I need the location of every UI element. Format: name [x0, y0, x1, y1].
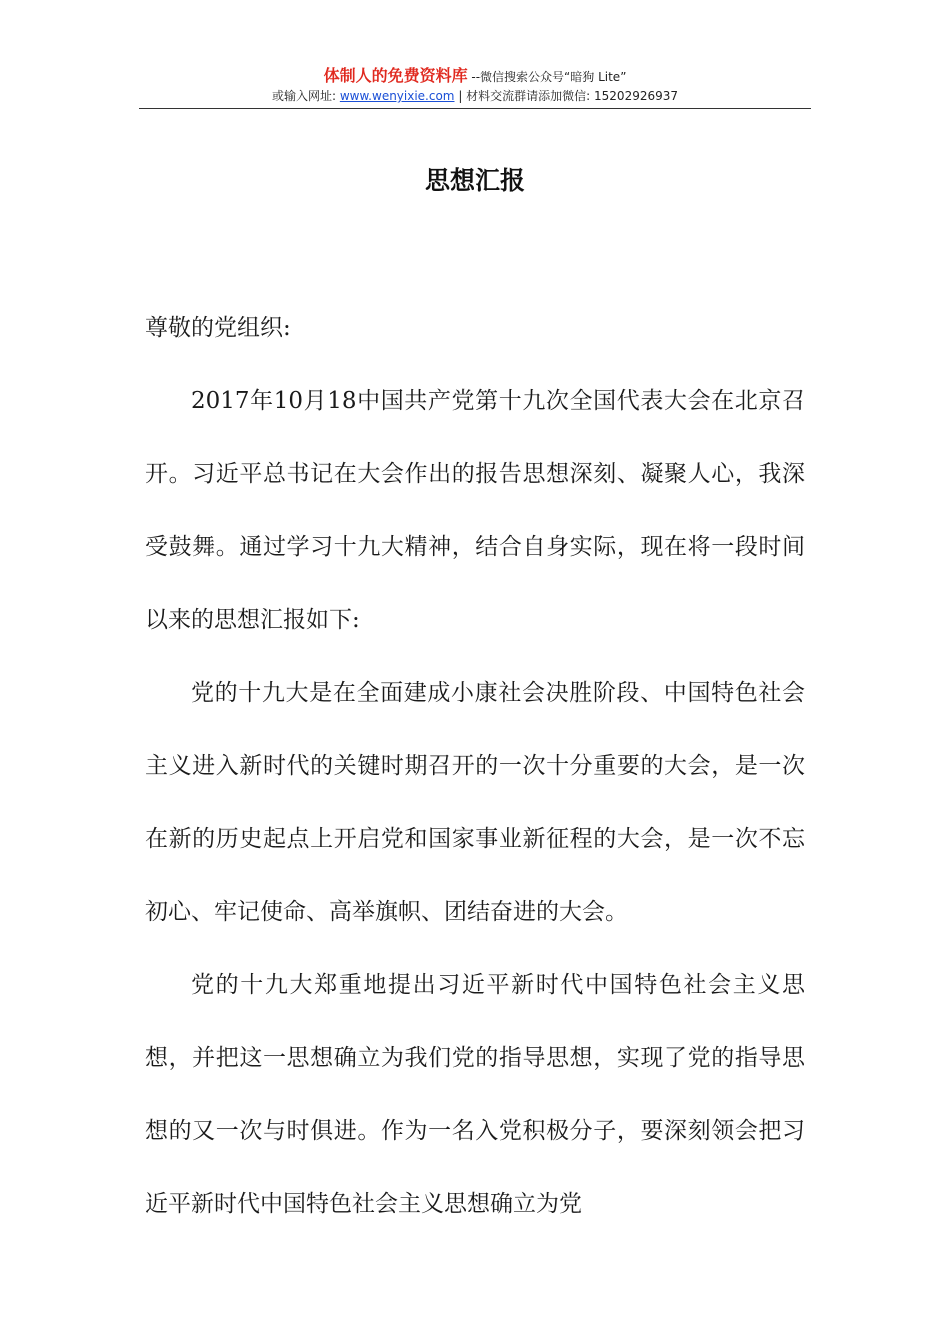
paragraph-3: 党的十九大郑重地提出习近平新时代中国特色社会主义思想，并把这一思想确立为我们党的指导思想，实现了党的指导思想的又一次与时俱进。作为一名入党积极分子，要深刻领会把习近平新时代中国特色社会主义思想确立为党	[145, 972, 805, 1217]
paragraph-2: 党的十九大是在全面建成小康社会决胜阶段、中国特色社会主义进入新时代的关键时期召开的一次十分重要的大会，是一次在新的历史起点上开启党和国家事业新征程的大会，是一次不忘初心、牢记使命、高举旗帜、团结奋进的大会。	[145, 680, 805, 925]
salutation: 尊敬的党组织:	[145, 315, 291, 341]
header-divider	[139, 108, 811, 109]
header-line-1	[139, 66, 811, 87]
page-header	[139, 66, 811, 105]
header-tagline: --微信搜索公众号“暗狗 Lite”	[467, 70, 627, 84]
header-line-2	[139, 87, 811, 105]
document-title: 思想汇报	[424, 166, 525, 195]
url-prefix: 或输入网址:	[271, 89, 340, 103]
site-url-link[interactable]: www.wenyixie.com	[339, 89, 455, 103]
site-name: 体制人的免费资料库	[323, 66, 468, 85]
contact-text: | 材料交流群请添加微信: 15202926937	[454, 89, 679, 103]
paragraph-1: 2017年10月18中国共产党第十九次全国代表大会在北京召开。习近平总书记在大会作出的报告思想深刻、凝聚人心，我深受鼓舞。通过学习十九大精神，结合自身实际，现在将一段时间以来的思想汇报如下:	[145, 388, 805, 633]
document-body	[145, 292, 805, 1241]
